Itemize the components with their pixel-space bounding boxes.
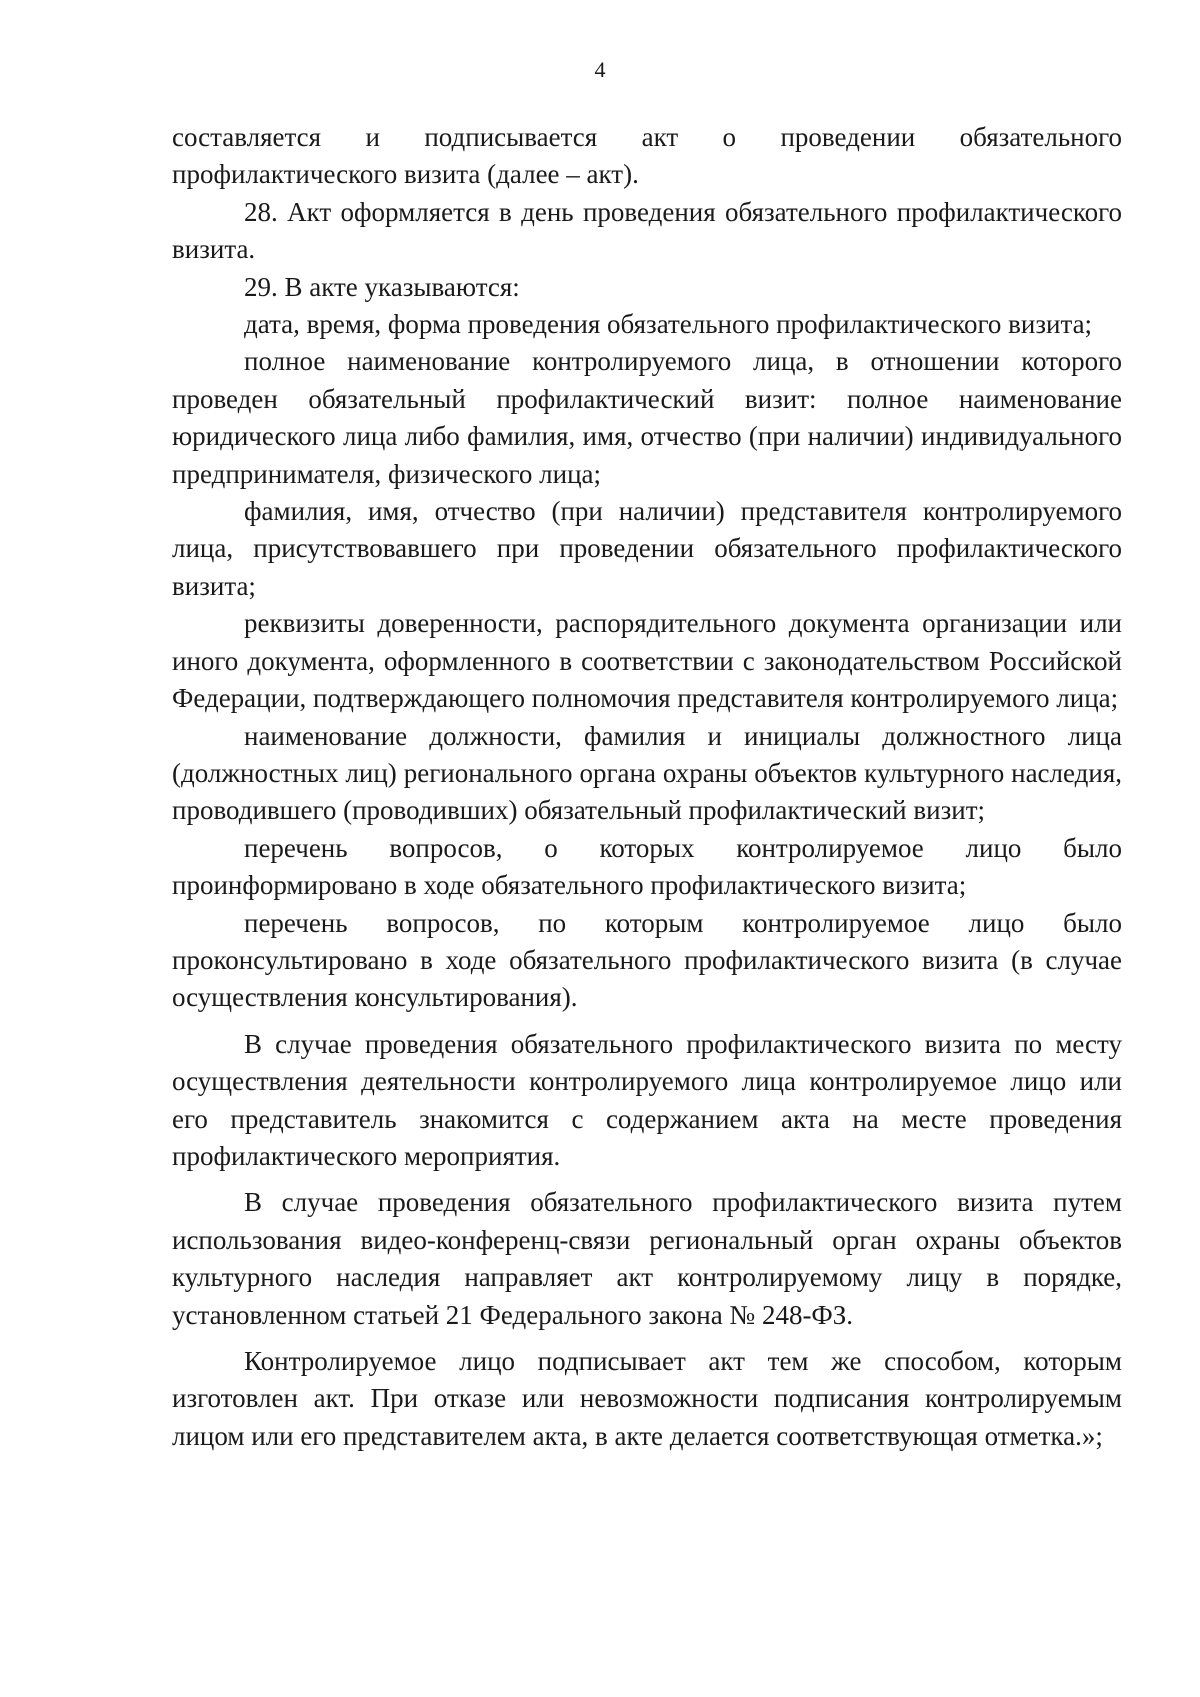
paragraph-power-of-attorney: реквизиты доверенности, распорядительного документа организации или иного документа, оформленного в соответствии с законодательством Российской Федерации, подтверждающего полномочия представителя контролируемого лица; <box>172 608 1122 714</box>
paragraph-continuation: составляется и подписывается акт о проведении обязательного профилактического визита (далее – акт). <box>172 122 1122 190</box>
paragraph-item-28: 28. Акт оформляется в день проведения обязательного профилактического визита. <box>172 196 1122 265</box>
paragraph-informed-questions: перечень вопросов, о которых контролируемое лицо было проинформировано в ходе обязательного профилактического визита; <box>172 832 1122 901</box>
paragraph-onsite-visit: В случае проведения обязательного профилактического визита по месту осуществления деятельности контролируемого лица контролируемое лицо или его представитель знакомится с содержанием акта на месте проведения профилактического мероприятия. <box>172 1028 1122 1171</box>
page-number: 4 <box>594 57 606 82</box>
paragraph-consulted-questions: перечень вопросов, по которым контролируемое лицо было проконсультировано в ходе обязательного профилактического визита (в случае осуществления консультирования). <box>172 907 1122 1013</box>
paragraph-controlled-entity-name: полное наименование контролируемого лица, в отношении которого проведен обязательный профилактический визит: полное наименование юридического лица либо фамилия, имя, отчество (при наличии) индивидуального предпринимателя, физического лица; <box>172 346 1122 489</box>
document-body <box>172 119 1122 1455</box>
paragraph-item-29: 29. В акте указываются: <box>244 271 520 302</box>
paragraph-date-time-form: дата, время, форма проведения обязательного профилактического визита; <box>244 309 1093 340</box>
paragraph-representative-name: фамилия, имя, отчество (при наличии) представителя контролируемого лица, присутствовавшего при проведении обязательного профилактического визита; <box>172 496 1122 601</box>
paragraph-official-position: наименование должности, фамилия и инициалы должностного лица (должностных лиц) регионального органа охраны объектов культурного наследия, проводившего (проводивших) обязательный профилактический визит; <box>172 720 1122 826</box>
paragraph-signing: Контролируемое лицо подписывает акт тем же способом, которым изготовлен акт. При отказе или невозможности подписания контролируемым лицом или его представителем акта, в акте делается соответствующая отметка.»; <box>172 1346 1122 1451</box>
paragraph-video-conference: В случае проведения обязательного профилактического визита путем использования видео-конференц-связи региональный орган охраны объектов культурного наследия направляет акт контролируемому лицу в порядке, установленном статьей 21 Федерального закона № 248-ФЗ. <box>172 1187 1122 1330</box>
